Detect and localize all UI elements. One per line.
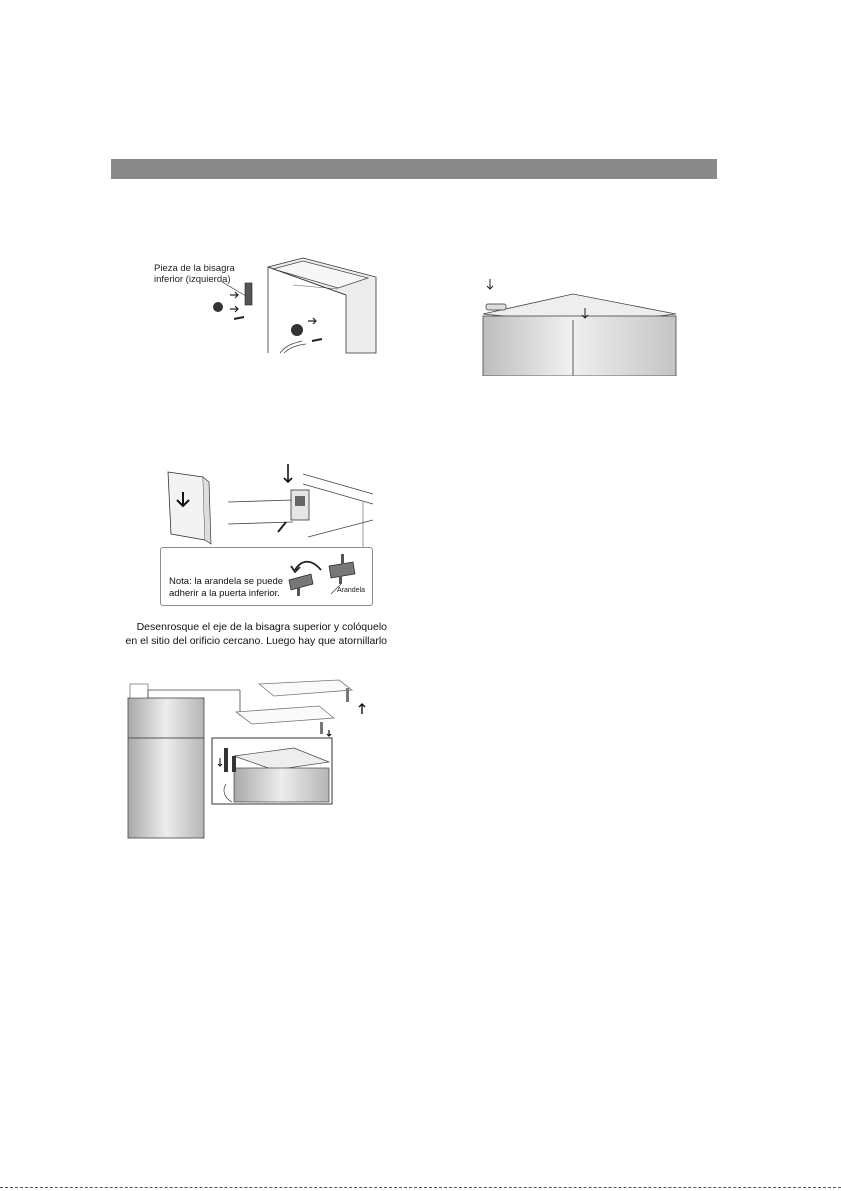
step-caption-line-2: en el sitio del orificio cercano. Luego hay que atornillarlo: [125, 635, 387, 647]
label-leader-line: [222, 280, 248, 300]
figure-door-hinge: [163, 462, 378, 547]
figure-top-cover: [478, 276, 698, 376]
note-box: [160, 547, 373, 606]
page-bottom-rule: [0, 1187, 841, 1188]
note-line-1: Nota: la arandela se puede: [169, 576, 284, 587]
top-cover-illustration: [478, 276, 698, 376]
section-header-bar: [111, 159, 717, 179]
note-text: [169, 576, 283, 600]
hinge-label-line-2: inferior (izquierda): [154, 274, 231, 285]
note-line-2: adherir a la puerta inferior.: [169, 588, 280, 599]
figure-upper-hinge: [124, 676, 376, 842]
step-caption: [112, 620, 387, 648]
step-caption-line-1: Desenrosque el eje de la bisagra superior y colóquelo: [136, 621, 387, 633]
hinge-label-line-1: Pieza de la bisagra: [154, 263, 235, 274]
upper-hinge-illustration: [124, 676, 376, 842]
washer-label: Arandela: [337, 587, 366, 594]
door-hinge-illustration: [163, 462, 378, 547]
